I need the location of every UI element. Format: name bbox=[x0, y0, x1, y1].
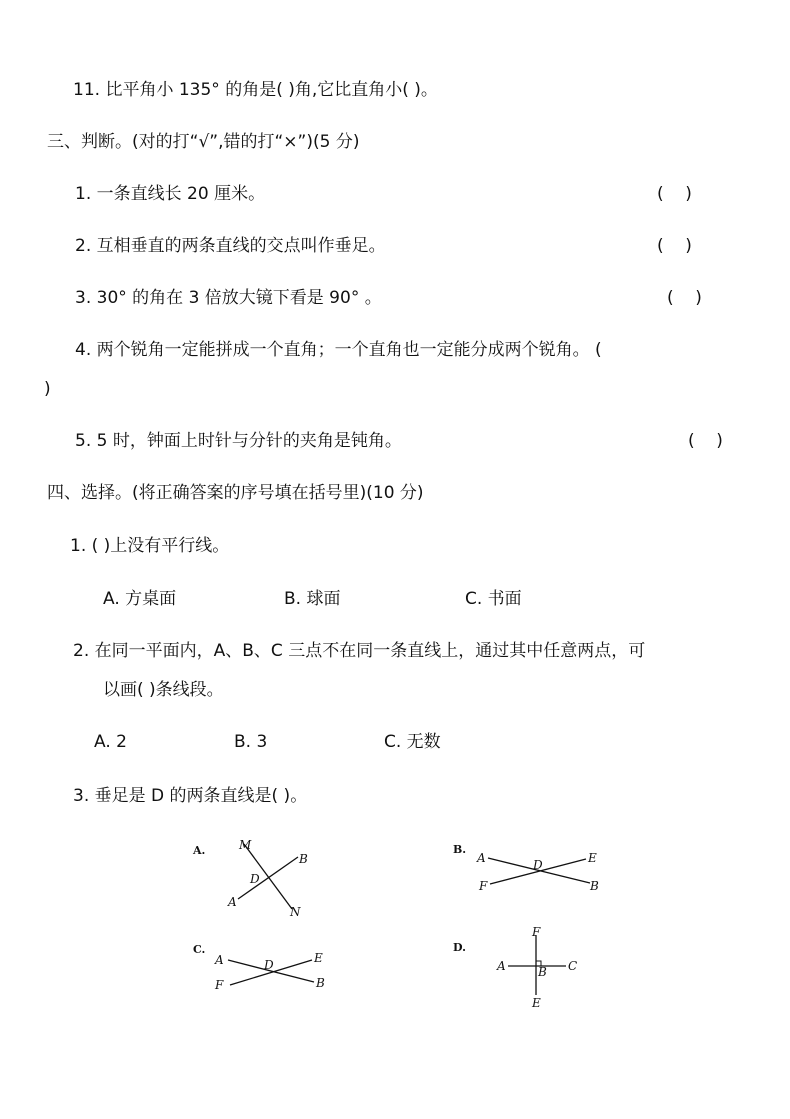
figure-c[interactable] bbox=[190, 938, 340, 998]
point-a: A bbox=[497, 959, 506, 973]
choice-2-option-a[interactable]: A. 2 bbox=[94, 732, 127, 752]
section-4-heading: 四、选择。(将正确答案的序号填在括号里)(10 分) bbox=[47, 483, 424, 503]
judge-item-4: 4. 两个锐角一定能拼成一个直角；一个直角也一定能分成两个锐角。 ( bbox=[75, 340, 602, 360]
choice-question-2-cont: 以画( )条线段。 bbox=[103, 680, 224, 700]
point-e: E bbox=[588, 851, 597, 865]
point-e: E bbox=[532, 996, 541, 1010]
point-f: F bbox=[479, 879, 488, 893]
figure-c-label: C. bbox=[193, 943, 206, 956]
point-b: B bbox=[316, 976, 325, 990]
choice-1-option-c[interactable]: C. 书面 bbox=[465, 589, 522, 609]
choice-2-option-b[interactable]: B. 3 bbox=[234, 732, 268, 752]
point-d: D bbox=[250, 872, 260, 886]
question-11: 11. 比平角小 135° 的角是( )角,它比直角小( )。 bbox=[73, 80, 438, 100]
judge-item-5: 5. 5 时，钟面上时针与分针的夹角是钝角。 bbox=[75, 431, 402, 451]
section-3-heading: 三、判断。(对的打“√”,错的打“×”)(5 分) bbox=[47, 132, 360, 152]
judge-answer-1[interactable]: ( ) bbox=[657, 184, 692, 204]
judge-answer-3[interactable]: ( ) bbox=[667, 288, 702, 308]
figure-d-label: D. bbox=[453, 941, 466, 954]
judge-item-3: 3. 30° 的角在 3 倍放大镜下看是 90° 。 bbox=[75, 288, 382, 308]
choice-question-2: 2. 在同一平面内，A、B、C 三点不在同一条直线上，通过其中任意两点，可 bbox=[73, 641, 646, 661]
point-f: F bbox=[532, 925, 541, 939]
judge-answer-5[interactable]: ( ) bbox=[688, 431, 723, 451]
figure-d[interactable] bbox=[450, 925, 600, 1015]
figure-a[interactable] bbox=[190, 835, 340, 925]
point-a: A bbox=[215, 953, 224, 967]
point-b: B bbox=[538, 965, 547, 979]
judge-item-1: 1. 一条直线长 20 厘米。 bbox=[75, 184, 266, 204]
point-f: F bbox=[215, 978, 224, 992]
point-e: E bbox=[314, 951, 323, 965]
point-a: A bbox=[477, 851, 486, 865]
point-d: D bbox=[264, 958, 274, 972]
judge-item-2: 2. 互相垂直的两条直线的交点叫作垂足。 bbox=[75, 236, 386, 256]
point-d: D bbox=[533, 858, 543, 872]
point-c: C bbox=[568, 959, 578, 973]
choice-question-1: 1. ( )上没有平行线。 bbox=[70, 536, 230, 556]
figure-b-label: B. bbox=[453, 843, 467, 856]
choice-2-option-c[interactable]: C. 无数 bbox=[384, 732, 441, 752]
judge-answer-2[interactable]: ( ) bbox=[657, 236, 692, 256]
choice-1-option-a[interactable]: A. 方桌面 bbox=[103, 589, 177, 609]
choice-question-3: 3. 垂足是 D 的两条直线是( )。 bbox=[73, 786, 308, 806]
choice-1-option-b[interactable]: B. 球面 bbox=[284, 589, 341, 609]
figure-b[interactable] bbox=[450, 838, 620, 898]
figure-a-label: A. bbox=[193, 844, 206, 857]
point-n: N bbox=[290, 905, 301, 919]
point-b: B bbox=[590, 879, 599, 893]
point-b: B bbox=[299, 852, 308, 866]
point-m: M bbox=[239, 838, 252, 852]
judge-answer-4-close: ) bbox=[44, 379, 51, 399]
point-a: A bbox=[228, 895, 237, 909]
